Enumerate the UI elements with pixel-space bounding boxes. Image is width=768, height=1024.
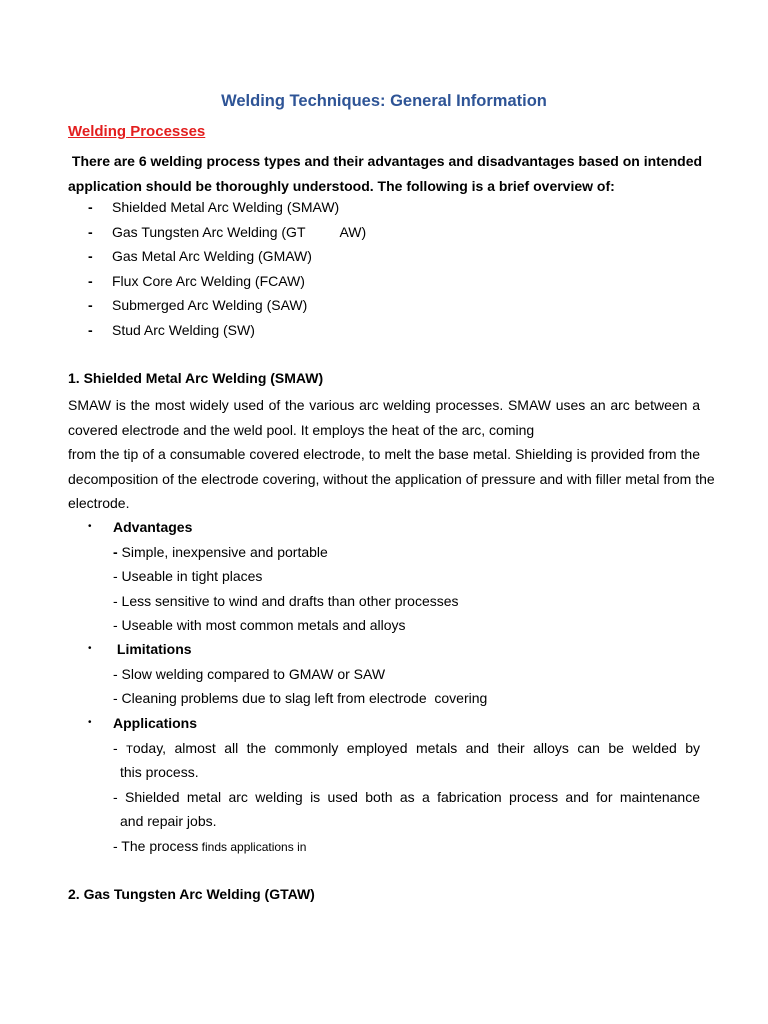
dash-marker: - [113,543,118,560]
gtaw-heading: 2. Gas Tungsten Arc Welding (GTAW) [68,886,315,902]
list-item-label: Submerged Arc Welding (SAW) [112,297,308,314]
list-item [88,269,366,294]
paragraph-line: electrode. [68,495,130,512]
list-item: - Slow welding compared to GMAW or SAW [113,665,386,682]
process-list [88,195,366,343]
paragraph-line: decomposition of the electrode covering, without the application of pressure and with filler metal from the [68,470,715,487]
list-item-label: Stud Arc Welding (SW) [112,321,255,338]
dash-marker: - [88,199,93,215]
list-item-line: - Shielded metal arc welding is used both as a fabrication process and for maintenance [113,788,700,805]
list-item-label: Shielded Metal Arc Welding (SMAW) [112,199,340,215]
small-t: T [126,743,133,756]
dash-marker: - [88,248,93,265]
paragraph-line: from the tip of a consumable covered electrode, to melt the base metal. Shielding is provided from the [68,446,700,463]
intro-paragraph [68,149,708,198]
limitations-label: Limitations [113,641,192,657]
dash-marker: - [88,297,93,314]
list-item: - Useable with most common metals and alloys [113,617,406,634]
list-item [88,244,366,269]
dash-marker: - [88,272,93,289]
limitations-block [88,637,487,711]
section-heading-welding-processes: Welding Processes [68,123,206,140]
applications-heading [88,711,700,736]
bullet-icon: • [88,643,92,654]
smaw-paragraph [68,393,715,516]
list-item-label: Gas Metal Arc Welding (GMAW) [112,248,312,265]
dash-marker: - [113,739,127,756]
applications-block [88,711,700,859]
list-item-text: - The process [113,837,199,854]
list-item-text: oday, almost all the commonly employed metals and their alloys can be welded by [132,739,701,756]
advantages-block [88,515,459,638]
intro-line-2: application should be thoroughly understood. The following is a brief overview of: [68,177,615,194]
list-item-label: Flux Core Arc Welding (FCAW) [112,272,305,289]
list-item: - Useable in tight places [113,568,263,585]
dash-marker: - [88,321,93,338]
list-item [88,736,700,785]
list-item [88,220,366,245]
list-item [88,785,700,834]
list-item [88,293,366,318]
intro-line-1: There are 6 welding process types and their advantages and disadvantages based on intended [68,153,703,169]
bullet-icon: • [88,717,92,728]
list-item-line: this process. [120,764,199,781]
list-item [88,834,700,859]
page-title: Welding Techniques: General Information [221,92,547,110]
advantages-heading [88,515,459,540]
list-item: - Cleaning problems due to slag left from electrode covering [113,690,488,707]
dash-marker: - [88,223,93,240]
list-item-label: Gas Tungsten Arc Welding (GT AW) [112,223,367,240]
list-item [88,540,459,565]
limitations-heading [88,637,487,662]
list-item-text: Simple, inexpensive and portable [117,543,328,560]
list-item-line: and repair jobs. [120,813,217,830]
paragraph-line: SMAW is the most widely used of the various arc welding processes. SMAW uses an arc between a [68,397,700,413]
list-item: - Less sensitive to wind and drafts than other processes [113,592,459,609]
list-item-text-small: finds applications in [198,839,307,854]
list-item [88,318,366,343]
paragraph-line: covered electrode and the weld pool. It employs the heat of the arc, coming [68,421,535,438]
applications-label: Applications [113,715,198,731]
bullet-icon: • [88,521,92,532]
advantages-label: Advantages [113,519,193,535]
list-item-line [113,736,700,761]
list-item [88,195,366,220]
smaw-heading: 1. Shielded Metal Arc Welding (SMAW) [68,370,324,386]
